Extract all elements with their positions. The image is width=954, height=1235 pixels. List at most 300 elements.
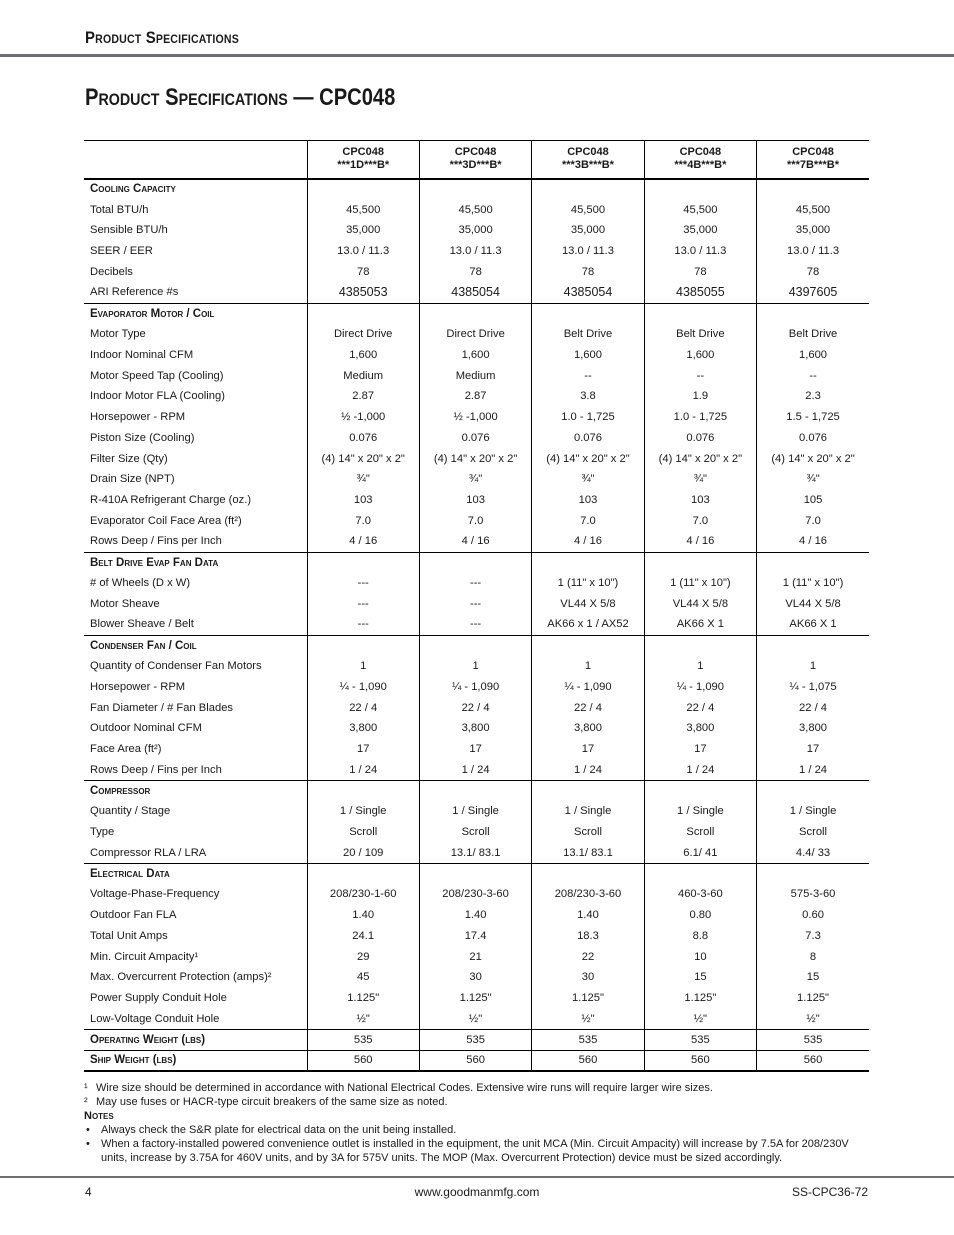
spec-row: [84, 988, 869, 1009]
spec-value-cell: 22: [532, 946, 644, 967]
spec-value-cell: 4.4/ 33: [757, 843, 869, 864]
spec-row: [84, 428, 869, 449]
spec-value-cell: 30: [532, 967, 644, 988]
spec-value-cell: Scroll: [644, 822, 756, 843]
spec-value-cell: ¼ - 1,090: [644, 677, 756, 698]
spec-label: Outdoor Fan FLA: [90, 909, 177, 922]
footer-rule: [0, 1176, 954, 1178]
spec-row: [84, 531, 869, 552]
section-heading-row: [84, 780, 869, 801]
spec-label: Voltage-Phase-Frequency: [90, 888, 220, 901]
spec-value-cell: [532, 303, 644, 324]
spec-label: Quantity / Stage: [90, 805, 171, 818]
spec-value-cell: 1: [757, 656, 869, 677]
spec-label: Total BTU/h: [90, 203, 149, 216]
spec-value-cell: [419, 863, 531, 884]
spec-value-cell: 1 / Single: [644, 801, 756, 822]
spec-label: ARI Reference #s: [84, 282, 307, 303]
spec-value-cell: [307, 552, 419, 573]
spec-label: Motor Sheave: [90, 597, 160, 610]
spec-value-cell: 24.1: [307, 926, 419, 947]
spec-value-cell: 2.87: [307, 386, 419, 407]
spec-value-cell: 13.1/ 83.1: [419, 843, 531, 864]
spec-value-cell: 35,000: [532, 220, 644, 241]
column-model: CPC048: [454, 146, 497, 159]
note-text: When a factory-installed powered convenience outlet is installed in the equipment, the unit MCA (Min. Circuit Ampacity) will increase by 7.5A for 208/230V units, increase by 3.75A for 460V units, and by 3A for 575V units. The MOP (Max. Overcurrent Protection) device must be sized accordingly.: [101, 1138, 849, 1164]
spec-row: [84, 843, 869, 864]
spec-value-cell: [644, 179, 756, 200]
spec-value-cell: 1,600: [532, 345, 644, 366]
spec-value-cell: Belt Drive: [644, 324, 756, 345]
weight-row: [84, 1029, 869, 1050]
weight-row: [84, 1050, 869, 1071]
spec-value-cell: [307, 303, 419, 324]
spec-label: Motor Type: [90, 328, 146, 341]
spec-value-cell: 78: [757, 262, 869, 283]
spec-value-cell: 535: [532, 1029, 644, 1050]
spec-row: [84, 967, 869, 988]
spec-value-cell: ¾": [532, 469, 644, 490]
footnote-text: May use fuses or HACR-type circuit breakers of the same size as noted.: [96, 1096, 448, 1108]
spec-label: Quantity of Condenser Fan Motors: [90, 660, 262, 673]
spec-value-cell: 22 / 4: [532, 697, 644, 718]
spec-row: [84, 241, 869, 262]
spec-value-cell: 1: [307, 656, 419, 677]
section-heading-row: [84, 552, 869, 573]
spec-value-cell: AK66 X 1: [644, 614, 756, 635]
spec-value-cell: 8: [757, 946, 869, 967]
spec-value-cell: 208/230-1-60: [307, 884, 419, 905]
footnote-mark: ²: [84, 1096, 88, 1108]
spec-value-cell: ¾": [644, 469, 756, 490]
spec-label: Compressor RLA / LRA: [84, 843, 307, 864]
spec-value-cell: [419, 552, 531, 573]
section-heading: Belt Drive Evap Fan Data: [90, 556, 219, 569]
spec-value-cell: 20 / 109: [307, 843, 419, 864]
spec-label: Indoor Nominal CFM: [90, 348, 194, 361]
spec-value-cell: (4) 14" x 20" x 2": [757, 448, 869, 469]
spec-label: Filter Size (Qty): [90, 452, 168, 465]
spec-row: [84, 697, 869, 718]
spec-value-cell: 1.40: [307, 905, 419, 926]
spec-value-cell: [307, 179, 419, 200]
spec-value-cell: 1 / 24: [757, 760, 869, 781]
spec-value-cell: 1,600: [644, 345, 756, 366]
spec-label: # of Wheels (D x W): [90, 577, 191, 590]
section-heading-row: [84, 863, 869, 884]
footer-doc-code: SS-CPC36-72: [791, 1185, 868, 1199]
spec-value-cell: [532, 780, 644, 801]
spec-row: [84, 199, 869, 220]
spec-row: [84, 656, 869, 677]
spec-label: Indoor Motor FLA (Cooling): [90, 390, 225, 403]
spec-value-cell: 560: [419, 1050, 531, 1071]
spec-value-cell: 17: [757, 739, 869, 760]
spec-value-cell: 1.125": [644, 988, 756, 1009]
spec-value-cell: [757, 863, 869, 884]
spec-row: [84, 905, 869, 926]
spec-value-cell: 1.0 - 1,725: [532, 407, 644, 428]
spec-value-cell: 1 / Single: [757, 801, 869, 822]
spec-label: SEER / EER: [90, 245, 153, 258]
spec-value-cell: 22 / 4: [757, 697, 869, 718]
spec-value-cell: 1: [644, 656, 756, 677]
spec-value-cell: [532, 552, 644, 573]
spec-value-cell: 13.0 / 11.3: [644, 241, 756, 262]
spec-value-cell: 460-3-60: [644, 884, 756, 905]
spec-value-cell: 35,000: [644, 220, 756, 241]
spec-value-cell: 7.0: [644, 511, 756, 532]
spec-value-cell: 1.40: [419, 905, 531, 926]
column-model: CPC048: [567, 146, 609, 159]
column-model: CPC048: [792, 146, 834, 159]
spec-value-cell: 0.80: [644, 905, 756, 926]
spec-value-cell: [644, 780, 756, 801]
spec-value-cell: 17.4: [419, 926, 531, 947]
spec-value-cell: 1 / 24: [532, 760, 644, 781]
spec-value-cell: 0.076: [532, 428, 644, 449]
section-heading: Compressor: [90, 784, 151, 797]
column-suffix: ***3D***B*: [449, 159, 502, 172]
spec-value-cell: 103: [419, 490, 531, 511]
spec-row: [84, 511, 869, 532]
spec-value-cell: 0.60: [757, 905, 869, 926]
spec-value-cell: 560: [644, 1050, 756, 1071]
spec-value-cell: [757, 179, 869, 200]
spec-value-cell: (4) 14" x 20" x 2": [419, 448, 531, 469]
spec-value-cell: 1 / Single: [307, 801, 419, 822]
spec-value-cell: 21: [419, 946, 531, 967]
spec-value-cell: 4 / 16: [419, 531, 531, 552]
spec-value-cell: --: [532, 365, 644, 386]
spec-value-cell: [757, 552, 869, 573]
spec-value-cell: (4) 14" x 20" x 2": [307, 448, 419, 469]
spec-value-cell: [419, 303, 531, 324]
spec-value-cell: 1 (11" x 10"): [757, 573, 869, 594]
spec-value-cell: 575-3-60: [757, 884, 869, 905]
spec-value-cell: [307, 635, 419, 656]
spec-label: Horsepower - RPM: [90, 411, 186, 424]
spec-value-cell: ¾": [757, 469, 869, 490]
spec-value-cell: [419, 179, 531, 200]
spec-value-cell: 1 / 24: [307, 760, 419, 781]
spec-value-cell: 78: [307, 262, 419, 283]
spec-value-cell: Medium: [419, 365, 531, 386]
spec-value-cell: 4 / 16: [307, 531, 419, 552]
spec-value-cell: 13.1/ 83.1: [532, 843, 644, 864]
spec-row: [84, 884, 869, 905]
spec-value-cell: 3,800: [757, 718, 869, 739]
spec-value-cell: 7.0: [757, 511, 869, 532]
column-suffix: ***3B***B*: [561, 159, 614, 172]
spec-value-cell: 1.125": [757, 988, 869, 1009]
spec-label: Low-Voltage Conduit Hole: [84, 1009, 307, 1030]
spec-value-cell: 45,500: [532, 199, 644, 220]
footnote-text: Wire size should be determined in accordance with National Electrical Codes. Extensive wire runs will require larger wire sizes.: [96, 1082, 713, 1094]
spec-value-cell: ¾": [419, 469, 531, 490]
footnote: [84, 1095, 869, 1109]
spec-value-cell: 535: [307, 1029, 419, 1050]
spec-value-cell: 3.8: [532, 386, 644, 407]
column-header: [532, 141, 644, 179]
spec-value-cell: 18.3: [532, 926, 644, 947]
spec-value-cell: 103: [532, 490, 644, 511]
spec-value-cell: 22 / 4: [307, 697, 419, 718]
spec-value-cell: 1,600: [419, 345, 531, 366]
spec-value-cell: 45,500: [757, 199, 869, 220]
spec-label: Fan Diameter / # Fan Blades: [90, 701, 234, 714]
section-heading: Condenser Fan / Coil: [90, 639, 197, 652]
spec-row: [84, 926, 869, 947]
spec-value-cell: ¼ - 1,090: [307, 677, 419, 698]
header-blank-cell: [84, 141, 307, 179]
spec-value-cell: ½": [757, 1009, 869, 1030]
spec-value-cell: 560: [532, 1050, 644, 1071]
spec-value-cell: 208/230-3-60: [532, 884, 644, 905]
spec-label: Rows Deep / Fins per Inch: [84, 760, 307, 781]
spec-row: [84, 365, 869, 386]
spec-row: [84, 345, 869, 366]
spec-row: [84, 1009, 869, 1030]
spec-value-cell: 17: [532, 739, 644, 760]
spec-value-cell: ½ -1,000: [419, 407, 531, 428]
spec-value-cell: 103: [307, 490, 419, 511]
spec-value-cell: 1,600: [307, 345, 419, 366]
spec-value-cell: 7.0: [307, 511, 419, 532]
spec-label: Blower Sheave / Belt: [84, 614, 307, 635]
spec-value-cell: 4385055: [644, 282, 756, 303]
spec-label: Face Area (ft²): [90, 743, 162, 756]
spec-value-cell: 7.0: [532, 511, 644, 532]
spec-table: [84, 140, 869, 1072]
spec-value-cell: [757, 303, 869, 324]
spec-value-cell: 4 / 16: [757, 531, 869, 552]
spec-value-cell: Scroll: [757, 822, 869, 843]
spec-value-cell: ½": [419, 1009, 531, 1030]
spec-value-cell: 2.87: [419, 386, 531, 407]
spec-row: [84, 469, 869, 490]
spec-value-cell: [307, 780, 419, 801]
weight-label: Operating Weight (lbs): [84, 1029, 307, 1050]
spec-value-cell: Direct Drive: [307, 324, 419, 345]
spec-value-cell: 1.125": [419, 988, 531, 1009]
spec-row: [84, 448, 869, 469]
spec-value-cell: 17: [644, 739, 756, 760]
spec-row: [84, 718, 869, 739]
spec-value-cell: (4) 14" x 20" x 2": [532, 448, 644, 469]
spec-value-cell: ---: [419, 614, 531, 635]
spec-value-cell: ---: [307, 614, 419, 635]
footnote: [84, 1081, 869, 1095]
spec-row: [84, 614, 869, 635]
spec-value-cell: 4385054: [419, 282, 531, 303]
spec-value-cell: 13.0 / 11.3: [419, 241, 531, 262]
spec-value-cell: 1.40: [532, 905, 644, 926]
spec-value-cell: 78: [419, 262, 531, 283]
spec-row: [84, 573, 869, 594]
footer-url-link[interactable]: www.goodmanmfg.com: [414, 1185, 540, 1199]
spec-value-cell: [644, 552, 756, 573]
spec-value-cell: 1.125": [307, 988, 419, 1009]
weight-label: Ship Weight (lbs): [84, 1050, 307, 1071]
spec-value-cell: 45: [307, 967, 419, 988]
spec-row: [84, 490, 869, 511]
spec-value-cell: 560: [757, 1050, 869, 1071]
spec-value-cell: ½": [644, 1009, 756, 1030]
spec-value-cell: [532, 863, 644, 884]
spec-label: Sensible BTU/h: [90, 224, 168, 237]
spec-value-cell: [757, 635, 869, 656]
column-header: [644, 141, 756, 179]
section-heading: Cooling Capacity: [90, 183, 176, 196]
spec-value-cell: Scroll: [307, 822, 419, 843]
spec-value-cell: 103: [644, 490, 756, 511]
spec-value-cell: 35,000: [307, 220, 419, 241]
spec-value-cell: 1 (11" x 10"): [644, 573, 756, 594]
bullet-icon: •: [86, 1124, 90, 1136]
spec-value-cell: Scroll: [532, 822, 644, 843]
bullet-icon: •: [86, 1138, 90, 1150]
column-header: [307, 141, 419, 179]
note-item: [84, 1123, 869, 1137]
notes-heading: Notes: [84, 1110, 114, 1122]
spec-value-cell: 535: [644, 1029, 756, 1050]
spec-value-cell: (4) 14" x 20" x 2": [644, 448, 756, 469]
spec-value-cell: 1 / 24: [644, 760, 756, 781]
spec-value-cell: ¼ - 1,075: [757, 677, 869, 698]
spec-value-cell: 15: [757, 967, 869, 988]
note-text: Always check the S&R plate for electrical data on the unit being installed.: [101, 1124, 457, 1136]
spec-value-cell: 6.1/ 41: [644, 843, 756, 864]
spec-label: Motor Speed Tap (Cooling): [90, 369, 224, 382]
spec-value-cell: 1.5 - 1,725: [757, 407, 869, 428]
spec-value-cell: VL44 X 5/8: [532, 594, 644, 615]
footer-page-number: 4: [85, 1185, 92, 1199]
spec-value-cell: 1 (11" x 10"): [532, 573, 644, 594]
spec-row: [84, 386, 869, 407]
spec-row: [84, 262, 869, 283]
spec-value-cell: 105: [757, 490, 869, 511]
spec-value-cell: ½": [532, 1009, 644, 1030]
column-suffix: ***7B***B*: [787, 159, 840, 172]
spec-label: Outdoor Nominal CFM: [90, 722, 202, 735]
spec-value-cell: [419, 635, 531, 656]
spec-value-cell: [532, 179, 644, 200]
spec-value-cell: ---: [419, 594, 531, 615]
spec-value-cell: 8.8: [644, 926, 756, 947]
spec-value-cell: 30: [419, 967, 531, 988]
footnote-mark: ¹: [84, 1082, 88, 1094]
spec-value-cell: 78: [532, 262, 644, 283]
spec-value-cell: 1,600: [757, 345, 869, 366]
section-heading: Evaporator Motor / Coil: [90, 307, 215, 320]
spec-value-cell: 3,800: [644, 718, 756, 739]
spec-value-cell: 17: [419, 739, 531, 760]
spec-value-cell: ½ -1,000: [307, 407, 419, 428]
spec-body: [84, 179, 869, 1071]
spec-value-cell: AK66 x 1 / AX52: [532, 614, 644, 635]
spec-value-cell: 35,000: [419, 220, 531, 241]
spec-row: [84, 739, 869, 760]
spec-value-cell: 535: [757, 1029, 869, 1050]
spec-value-cell: 29: [307, 946, 419, 967]
section-heading-row: [84, 635, 869, 656]
spec-value-cell: 1 / Single: [532, 801, 644, 822]
spec-value-cell: 1: [532, 656, 644, 677]
spec-value-cell: Medium: [307, 365, 419, 386]
spec-value-cell: 17: [307, 739, 419, 760]
spec-value-cell: 4 / 16: [532, 531, 644, 552]
spec-value-cell: 45,500: [644, 199, 756, 220]
spec-value-cell: 535: [419, 1029, 531, 1050]
spec-label: Horsepower - RPM: [90, 680, 186, 693]
spec-value-cell: 1.125": [532, 988, 644, 1009]
spec-label: Evaporator Coil Face Area (ft²): [90, 514, 242, 527]
column-suffix: ***1D***B*: [337, 159, 390, 172]
footnotes: [84, 1081, 869, 1165]
spec-row: [84, 822, 869, 843]
spec-value-cell: AK66 X 1: [757, 614, 869, 635]
spec-value-cell: 10: [644, 946, 756, 967]
header-rule: [0, 54, 954, 57]
spec-value-cell: ¼ - 1,090: [532, 677, 644, 698]
spec-value-cell: VL44 X 5/8: [757, 594, 869, 615]
spec-value-cell: [532, 635, 644, 656]
column-header: [419, 141, 531, 179]
spec-label: Power Supply Conduit Hole: [90, 992, 227, 1005]
spec-value-cell: 1 / 24: [419, 760, 531, 781]
spec-label: Max. Overcurrent Protection (amps)²: [90, 971, 272, 984]
spec-value-cell: ½": [307, 1009, 419, 1030]
spec-value-cell: 78: [644, 262, 756, 283]
column-model: CPC048: [342, 146, 384, 159]
note-item: [84, 1137, 869, 1165]
spec-value-cell: 13.0 / 11.3: [757, 241, 869, 262]
spec-row: [84, 594, 869, 615]
spec-value-cell: 22 / 4: [419, 697, 531, 718]
spec-value-cell: Direct Drive: [419, 324, 531, 345]
spec-value-cell: 13.0 / 11.3: [532, 241, 644, 262]
spec-row: [84, 324, 869, 345]
spec-value-cell: ¼ - 1,090: [419, 677, 531, 698]
spec-value-cell: --: [644, 365, 756, 386]
spec-value-cell: 22 / 4: [644, 697, 756, 718]
spec-row: [84, 407, 869, 428]
section-heading-row: [84, 303, 869, 324]
column-header: [757, 141, 869, 179]
spec-value-cell: 1.0 - 1,725: [644, 407, 756, 428]
spec-value-cell: 3,800: [419, 718, 531, 739]
spec-row: [84, 760, 869, 781]
spec-value-cell: 7.0: [419, 511, 531, 532]
spec-label: Decibels: [90, 265, 133, 278]
spec-value-cell: 1 / Single: [419, 801, 531, 822]
spec-label: Rows Deep / Fins per Inch: [84, 531, 307, 552]
spec-value-cell: Scroll: [419, 822, 531, 843]
spec-row: [84, 946, 869, 967]
spec-row: [84, 801, 869, 822]
spec-value-cell: 0.076: [644, 428, 756, 449]
spec-label: Min. Circuit Ampacity¹: [90, 950, 199, 963]
spec-value-cell: 0.076: [307, 428, 419, 449]
spec-value-cell: [644, 635, 756, 656]
table-header-row: [84, 141, 869, 179]
spec-label: Piston Size (Cooling): [90, 431, 195, 444]
spec-value-cell: 15: [644, 967, 756, 988]
spec-row: [84, 282, 869, 303]
page-title: Product Specifications — CPC048: [85, 84, 396, 111]
spec-value-cell: 4 / 16: [644, 531, 756, 552]
